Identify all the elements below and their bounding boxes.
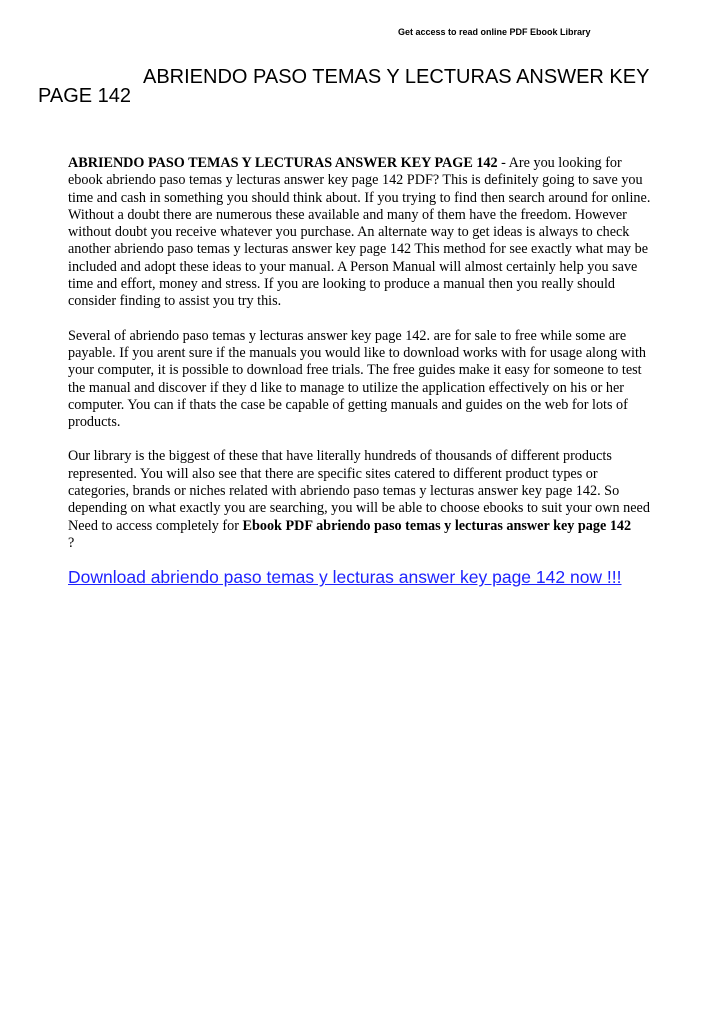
intro-bold-title: ABRIENDO PASO TEMAS Y LECTURAS ANSWER KEY PAGE 142 <box>68 155 498 171</box>
intro-text: - Are you looking for ebook abriendo paso temas y lecturas answer key page 142 PDF? This is definitely going to save you time and cash in something you should think about. If you trying to find then search around for online. Without a doubt there are numerous these available and many of them have the freedom. However without doubt you receive whatever you purchase. An alternate way to get ideas is always to check another abriendo paso temas y lecturas answer key page 142 This method for see exactly what may be included and adopt these ideas to your manual. A Person Manual will almost certainly help you save time and effort, money and stress. If you are looking to produce a manual then you really should consider finding to assist you try this. <box>68 155 651 310</box>
library-access-note: Get access to read online PDF Ebook Library <box>398 27 591 37</box>
document-body <box>68 155 658 588</box>
intro-paragraph <box>68 155 658 311</box>
manuals-paragraph: Several of abriendo paso temas y lecturas answer key page 142. are for sale to free while some are payable. If you arent sure if the manuals you would like to download works with for usage along with your computer, it is possible to download free trials. The free guides make it easy for someone to test the manual and discover if they d like to manage to utilize the application effectively on his or her computer. You can if thats the case be capable of getting manuals and guides on the web for lots of products. <box>68 327 647 431</box>
title-line-1: ABRIENDO PASO TEMAS Y LECTURAS ANSWER KEY <box>143 66 650 88</box>
title-line-2: PAGE 142 <box>38 85 132 107</box>
access-paragraph <box>68 518 658 553</box>
download-link[interactable]: Download abriendo paso temas y lecturas answer key page 142 now !!! <box>68 567 622 588</box>
library-paragraph: Our library is the biggest of these that have literally hundreds of thousands of different products represented. You will also see that there are specific sites catered to different product types or categories, brands or niches related with abriendo paso temas y lecturas answer key page 142. So depending on what exactly you are searching, you will be able to choose ebooks to suit your own need <box>68 448 650 517</box>
access-bold-title: Ebook PDF abriendo paso temas y lecturas answer key page 142 <box>242 517 632 534</box>
access-suffix: ? <box>68 534 75 551</box>
access-prefix: Need to access completely for <box>68 517 243 534</box>
